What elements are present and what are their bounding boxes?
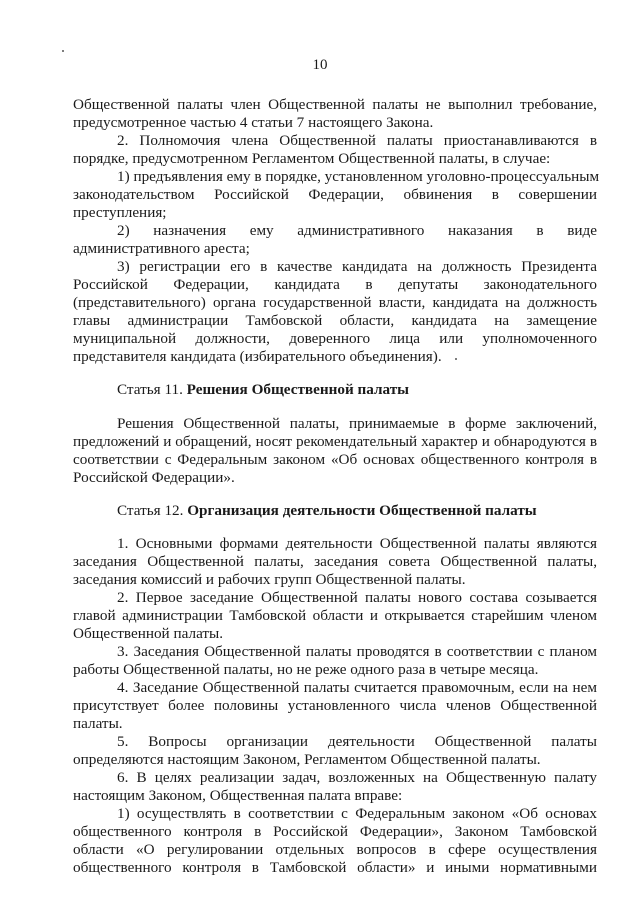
- text-line: 2. Полномочия члена Общественной палаты приостанавливаются в: [117, 132, 597, 149]
- text-line: 5. Вопросы организации деятельности Общественной палаты: [117, 733, 597, 750]
- text-line: 4. Заседание Общественной палаты считается правомочным, если на нем: [117, 679, 597, 696]
- text-line: области «О регулировании отдельных вопросов в сфере осуществления: [73, 841, 597, 858]
- article-11-title: Решения Общественной палаты: [186, 381, 410, 398]
- text-line: заседания комиссий и рабочих групп Общественной палаты.: [73, 571, 466, 588]
- text-line: Решения Общественной палаты, принимаемые в форме заключений,: [117, 415, 597, 432]
- article-12-title: Организация деятельности Общественной палаты: [187, 502, 537, 519]
- text-line: 1) осуществлять в соответствии с Федеральным законом «Об основах: [117, 805, 597, 822]
- text-line: Российской Федерации, кандидата в депутаты законодательного: [73, 276, 597, 293]
- text-line: работы Общественной палаты, но не реже одного раза в четыре месяца.: [73, 661, 539, 678]
- text-line: Российской Федерации».: [73, 469, 235, 486]
- text-line: общественного контроля в Российской Федерации», Законом Тамбовской: [73, 823, 597, 840]
- article-11-heading: [117, 381, 597, 399]
- text-line: настоящим Законом, Общественная палата вправе:: [73, 787, 403, 804]
- text-line: 2. Первое заседание Общественной палаты нового состава созывается: [117, 589, 597, 606]
- text-line: муниципальной должности, доверенного лица или уполномоченного: [73, 330, 597, 347]
- text-line: 2) назначения ему административного наказания в виде: [117, 222, 597, 239]
- text-line: предусмотренное частью 4 статьи 7 настоящего Закона.: [73, 114, 434, 131]
- text-line: 3. Заседания Общественной палаты проводятся в соответствии с планом: [117, 643, 597, 660]
- text-line: общественного контроля в Тамбовской области» и иными нормативными: [73, 859, 597, 876]
- article-11-prefix: Статья 11.: [117, 381, 187, 398]
- text-line: административного ареста;: [73, 240, 250, 257]
- article-12-heading: [117, 502, 597, 520]
- text-line: главой администрации Тамбовской области и открывается старейшим членом: [73, 607, 597, 624]
- text-line: Общественной палаты член Общественной палаты не выполнил требование,: [73, 96, 597, 113]
- text-line: соответствии с Федеральным законом «Об основах общественного контроля в: [73, 451, 597, 468]
- text-line: присутствует более половины установленного числа членов Общественной: [73, 697, 597, 714]
- text-line: предложений и обращений, носят рекомендательный характер и обнародуются в: [73, 433, 597, 450]
- text-line: преступления;: [73, 204, 167, 221]
- text-line: главы администрации Тамбовской области, кандидата на замещение: [73, 312, 597, 329]
- text-line: палаты.: [73, 715, 123, 732]
- text-line: 1) предъявления ему в порядке, установленном уголовно-процессуальным: [117, 168, 600, 185]
- text-line: 1. Основными формами деятельности Общественной палаты являются: [117, 535, 597, 552]
- text-line: 3) регистрации его в качестве кандидата на должность Президента: [117, 258, 597, 275]
- article-12-prefix: Статья 12.: [117, 502, 188, 519]
- text-line: определяются настоящим Законом, Регламентом Общественной палаты.: [73, 751, 541, 768]
- text-line: заседания Общественной палаты, заседания совета Общественной палаты,: [73, 553, 597, 570]
- page-number: 10: [312, 57, 328, 73]
- text-line: порядке, предусмотренном Регламентом Общественной палаты, в случае:: [73, 150, 551, 167]
- scan-speck: [455, 358, 457, 360]
- text-line: представителя кандидата (избирательного объединения).: [73, 348, 442, 365]
- text-line: Общественной палаты.: [73, 625, 224, 642]
- text-line: законодательством Российской Федерации, обвинения в совершении: [73, 186, 597, 203]
- scan-speck: [62, 50, 64, 52]
- text-line: 6. В целях реализации задач, возложенных на Общественную палату: [117, 769, 597, 786]
- text-line: (представительного) органа государственной власти, кандидата на должность: [73, 294, 597, 311]
